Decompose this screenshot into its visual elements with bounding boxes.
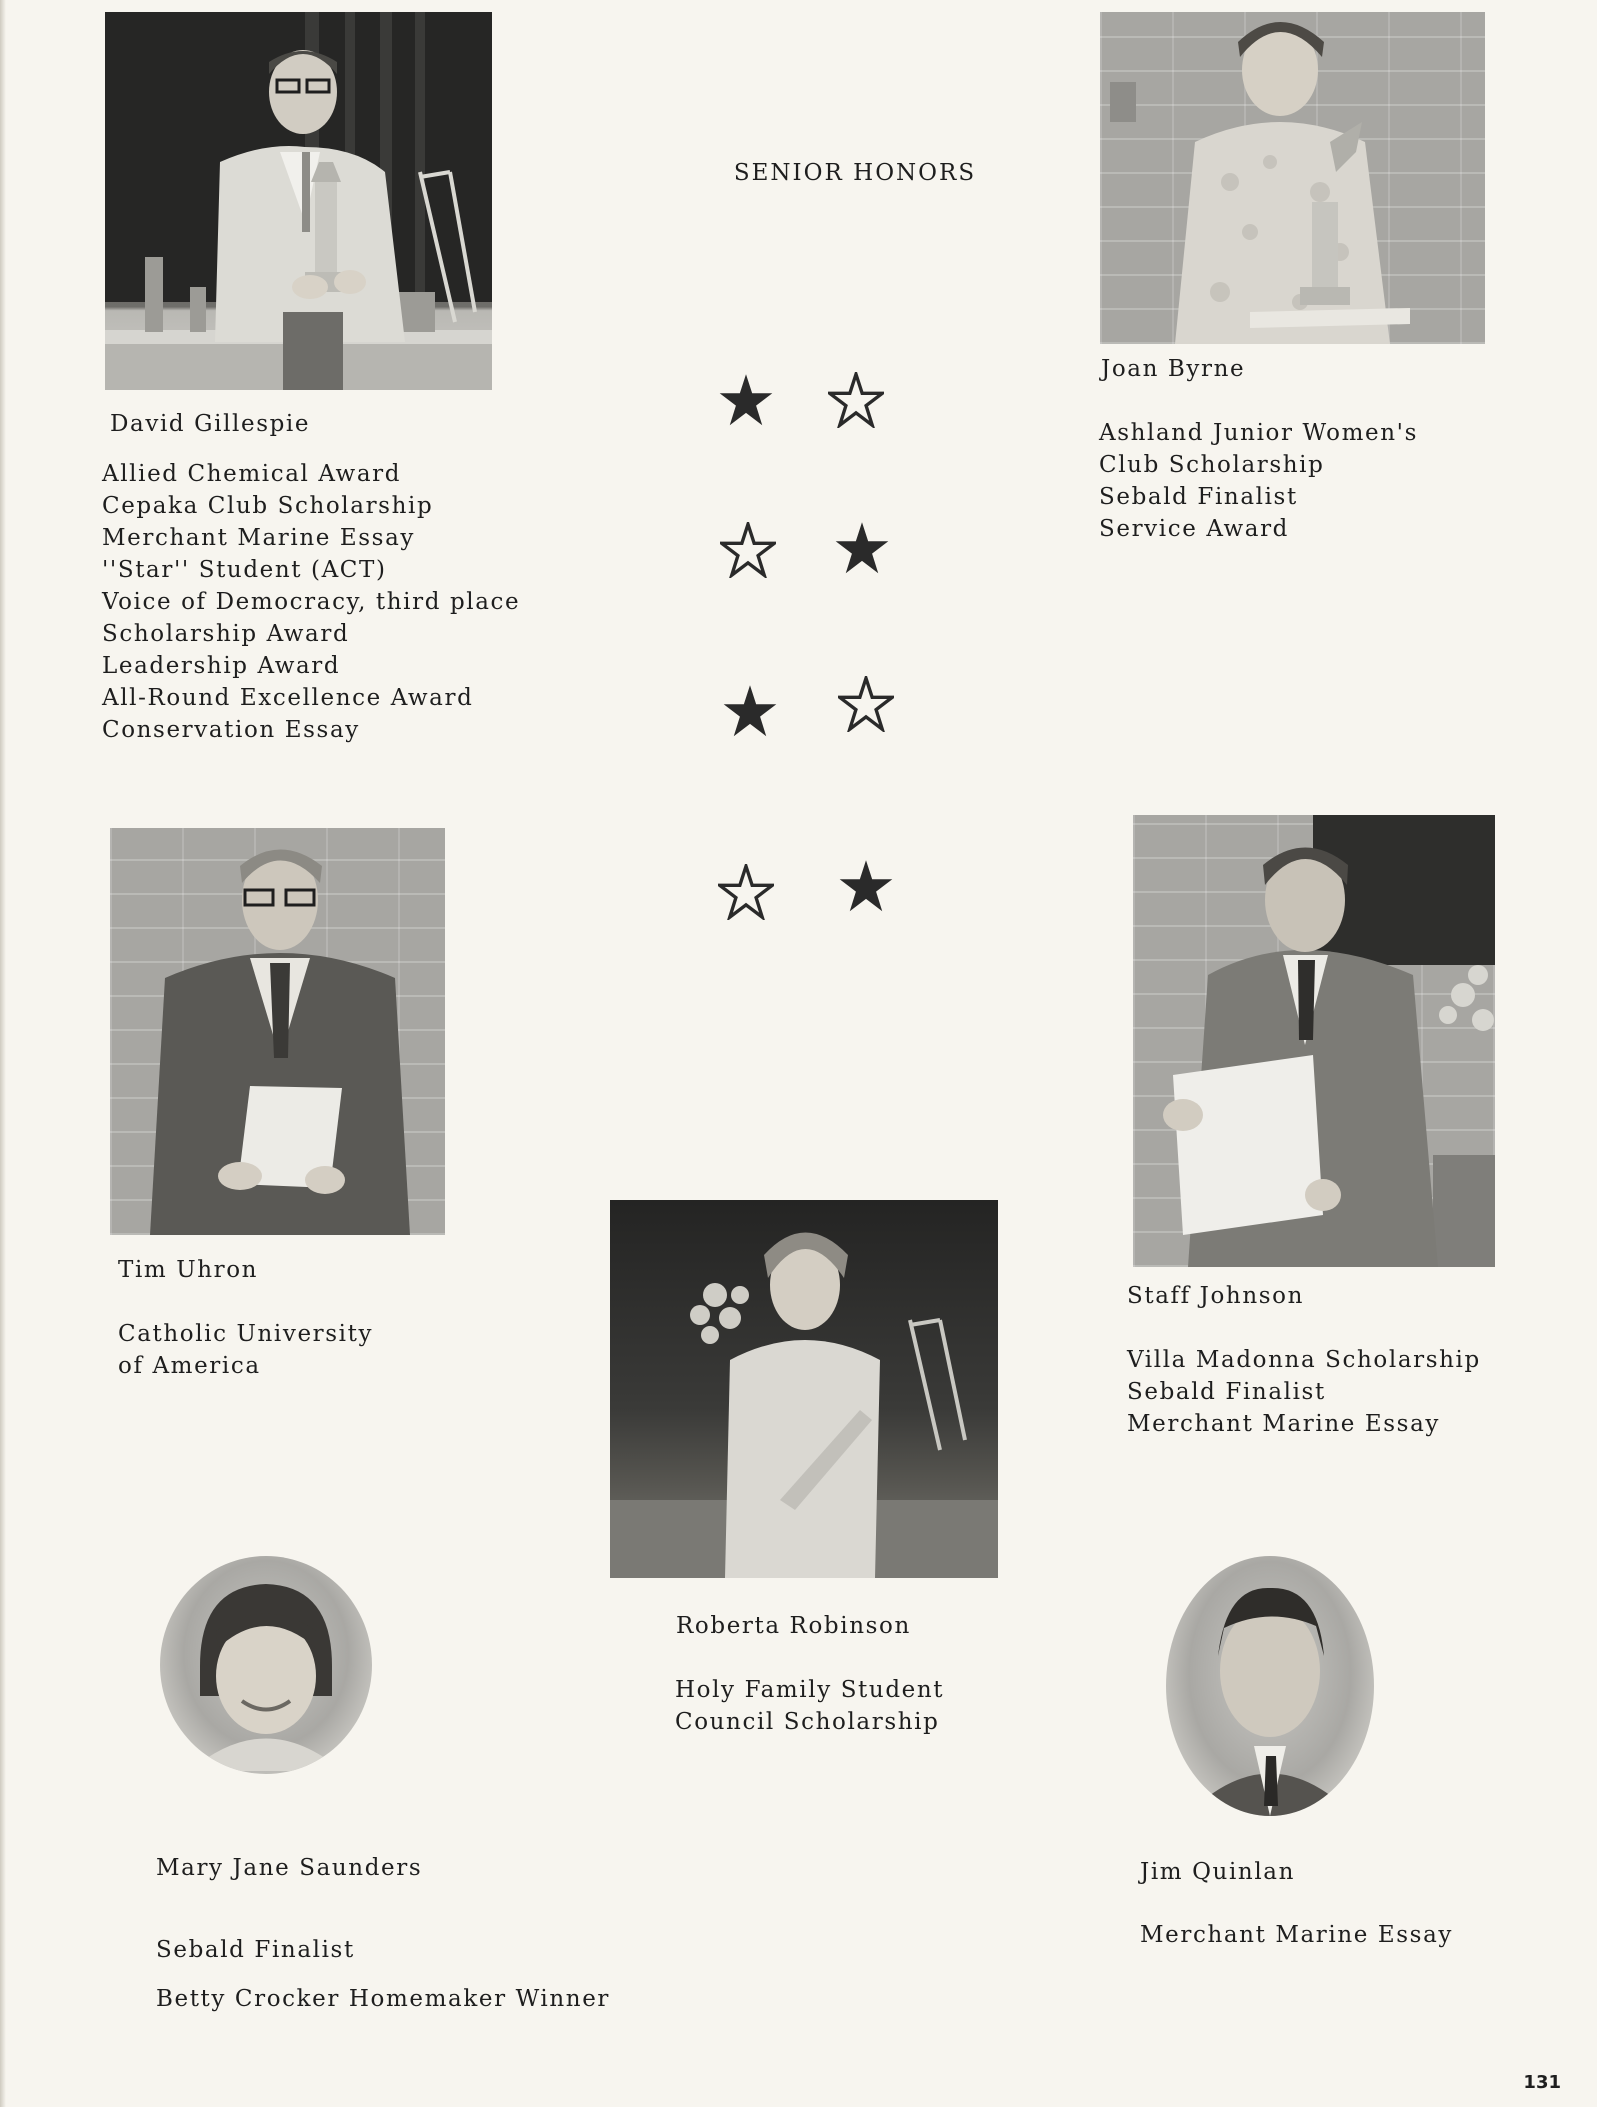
photo-joan-byrne (1100, 12, 1485, 344)
student-name-tim-uhron: Tim Uhron (118, 1257, 259, 1283)
honor-item: Ashland Junior Women's (1099, 420, 1418, 446)
honors-list-joan-byrne (1099, 417, 1418, 545)
honor-item: Cepaka Club Scholarship (102, 493, 434, 519)
student-name-joan-byrne: Joan Byrne (1101, 356, 1246, 382)
outline-star-icon (838, 676, 894, 732)
honor-item: Leadership Award (102, 653, 341, 679)
honor-item: All-Round Excellence Award (102, 685, 474, 711)
honors-list-mary-jane-saunders (156, 1926, 610, 2024)
honor-item: Holy Family Student (675, 1677, 945, 1703)
honor-item: Villa Madonna Scholarship (1127, 1347, 1481, 1373)
student-name-roberta-robinson: Roberta Robinson (676, 1613, 911, 1639)
student-name-mary-jane-saunders: Mary Jane Saunders (156, 1855, 423, 1881)
honors-list-david-gillespie (102, 458, 520, 746)
filled-star-icon (838, 858, 894, 914)
outline-star-icon (720, 522, 776, 578)
photo-staff-johnson (1133, 815, 1495, 1267)
page-number: 131 (1523, 2072, 1561, 2093)
honors-list-tim-uhron (118, 1318, 373, 1382)
photo-roberta-robinson (610, 1200, 998, 1578)
filled-star-icon (722, 683, 778, 739)
honors-list-roberta-robinson (675, 1674, 944, 1738)
student-name-staff-johnson: Staff Johnson (1127, 1283, 1305, 1309)
honor-item: Service Award (1099, 516, 1290, 542)
honor-item: Merchant Marine Essay (1140, 1922, 1453, 1948)
portrait-jim-quinlan (1166, 1556, 1374, 1816)
honor-item: Merchant Marine Essay (102, 525, 415, 551)
photo-tim-uhron (110, 828, 445, 1235)
honor-item: of America (118, 1353, 261, 1379)
honor-item: Sebald Finalist (1099, 484, 1298, 510)
honor-item: Merchant Marine Essay (1127, 1411, 1440, 1437)
honor-item: Club Scholarship (1099, 452, 1325, 478)
honor-item: Betty Crocker Homemaker Winner (156, 1986, 611, 2012)
photo-david-gillespie (105, 12, 492, 390)
filled-star-icon (834, 520, 890, 576)
honor-item: ''Star'' Student (ACT) (102, 557, 387, 583)
honor-item: Council Scholarship (675, 1709, 940, 1735)
outline-star-icon (828, 372, 884, 428)
filled-star-icon (718, 372, 774, 428)
page-title: SENIOR HONORS (733, 160, 977, 186)
honor-item: Sebald Finalist (156, 1937, 355, 1963)
page-edge (0, 0, 6, 2107)
honor-item: Catholic University (118, 1321, 374, 1347)
outline-star-icon (718, 864, 774, 920)
student-name-jim-quinlan: Jim Quinlan (1140, 1859, 1296, 1885)
honor-item: Conservation Essay (102, 717, 360, 743)
student-name-david-gillespie: David Gillespie (110, 411, 311, 437)
honor-item: Sebald Finalist (1127, 1379, 1326, 1405)
honors-list-jim-quinlan (1140, 1919, 1453, 1951)
honor-item: Voice of Democracy, third place (102, 589, 521, 615)
honors-list-staff-johnson (1127, 1344, 1481, 1440)
honor-item: Scholarship Award (102, 621, 350, 647)
portrait-mary-jane-saunders (160, 1556, 372, 1774)
honor-item: Allied Chemical Award (102, 461, 402, 487)
